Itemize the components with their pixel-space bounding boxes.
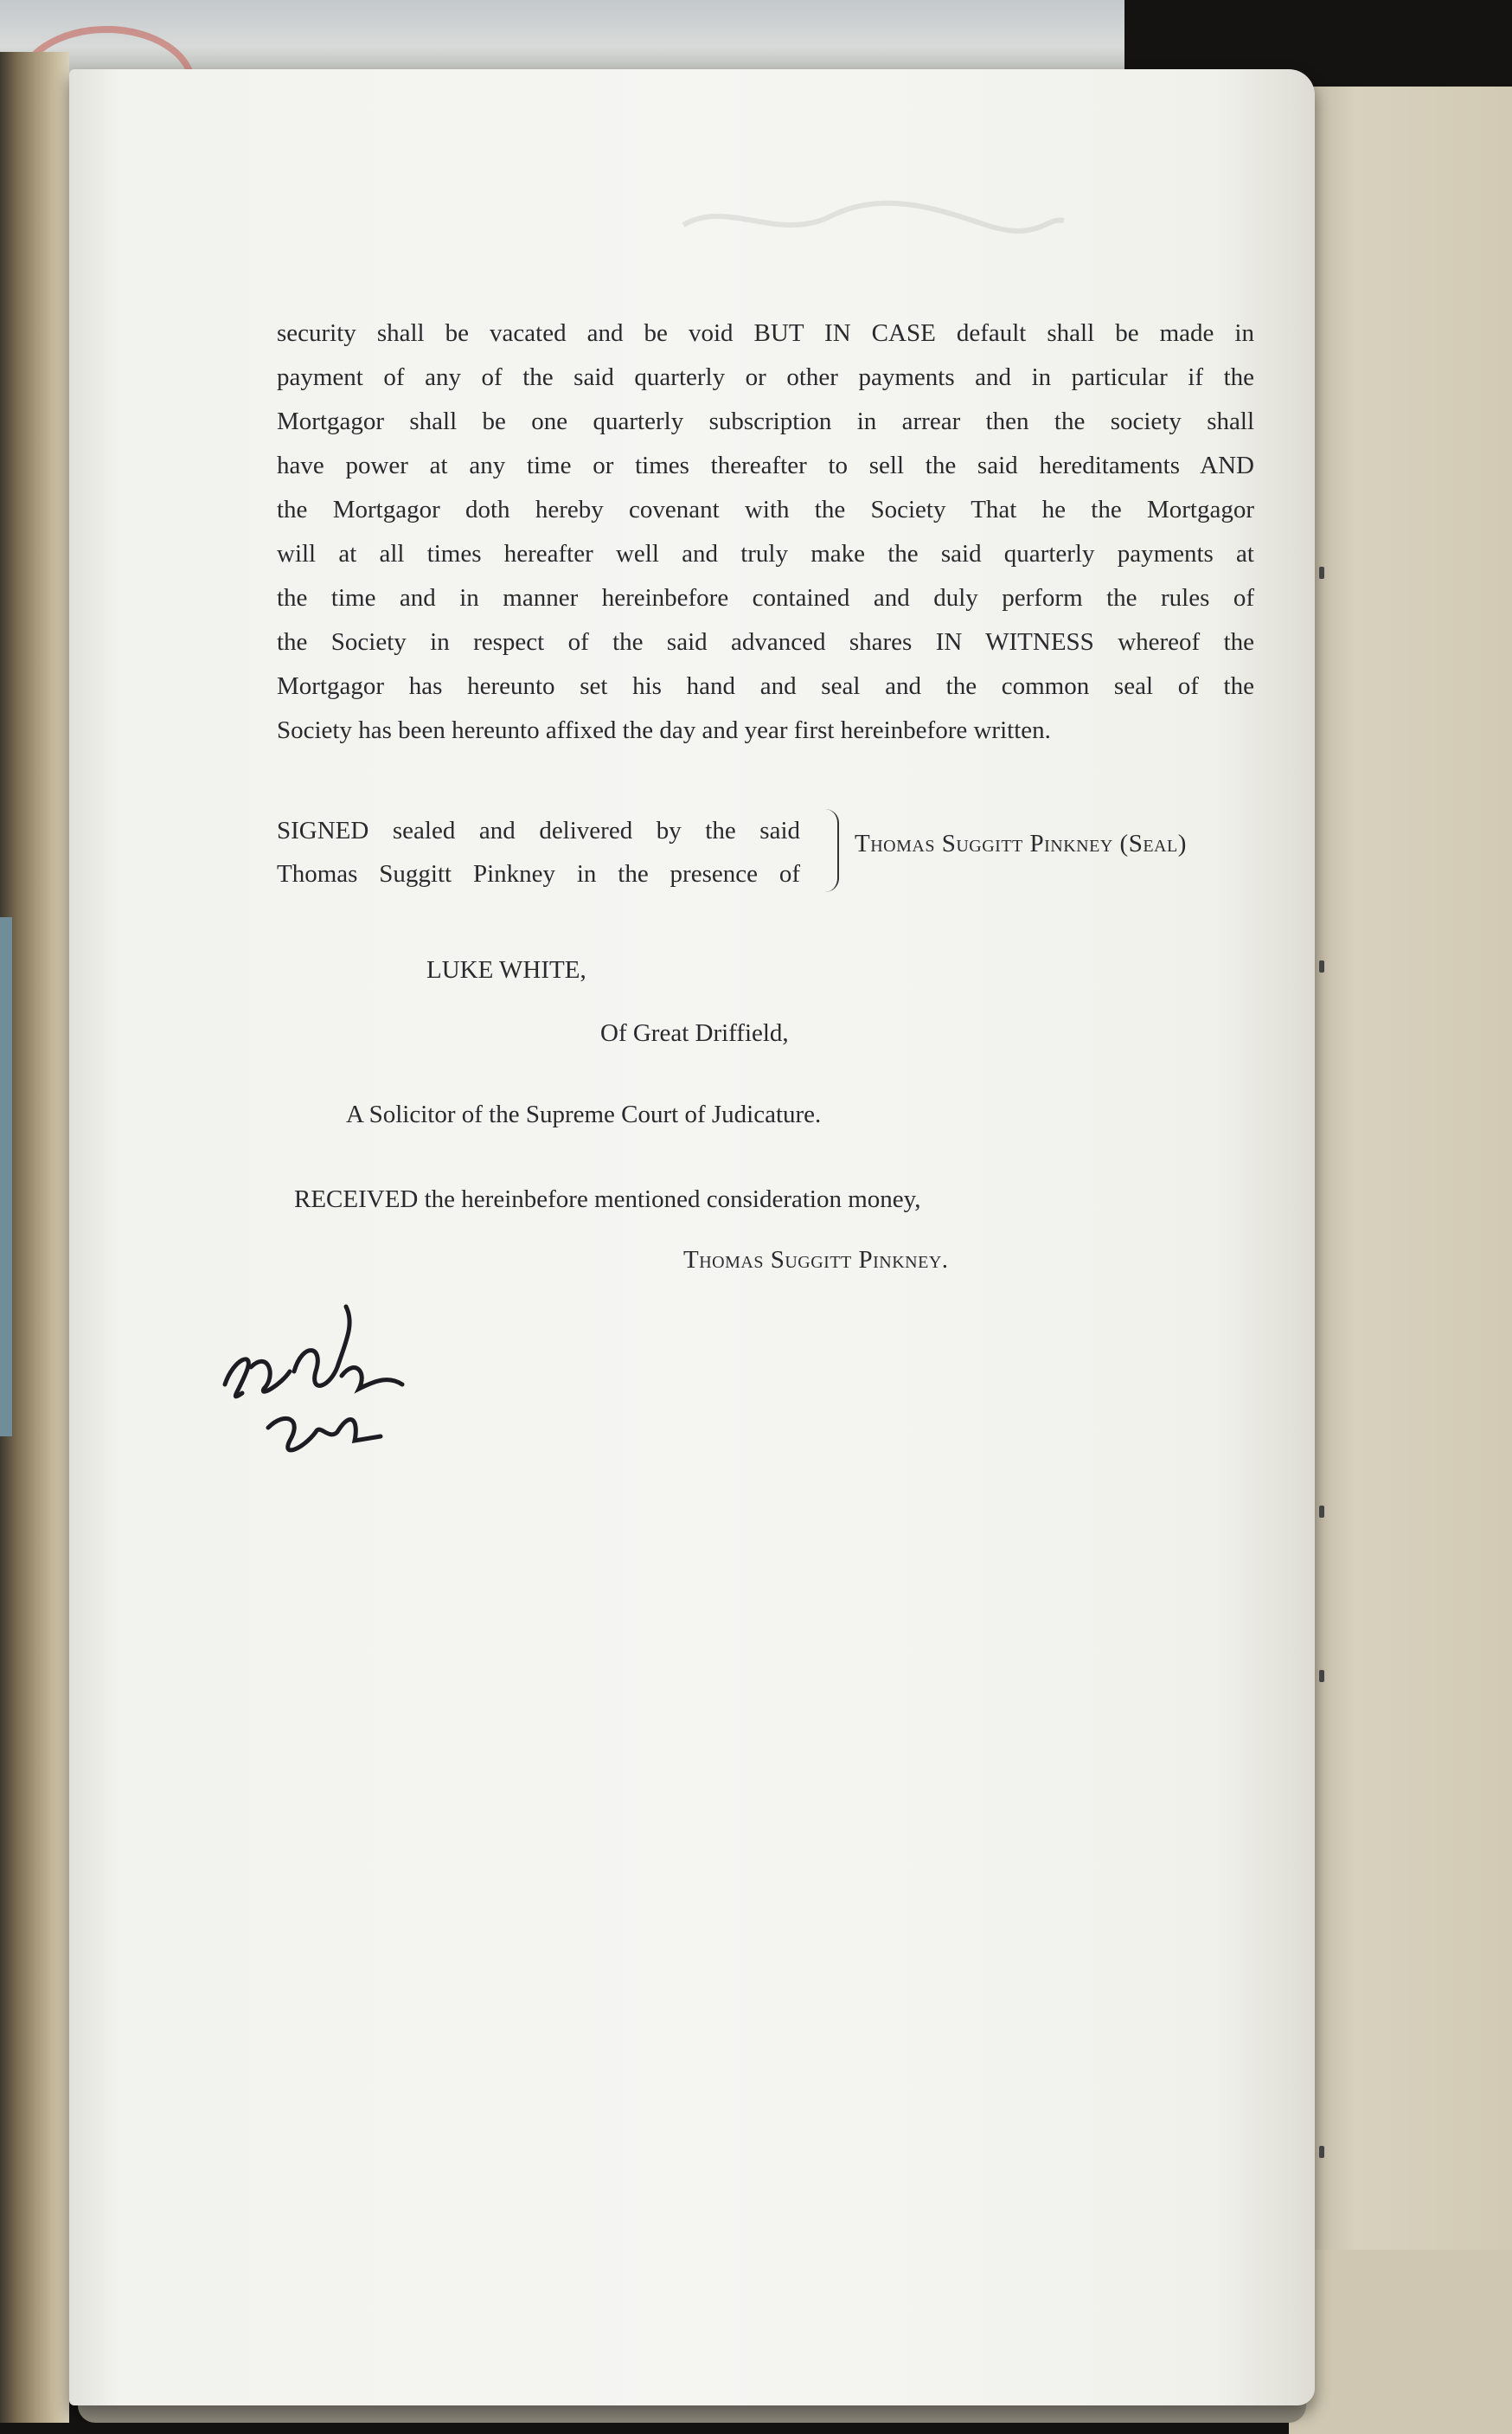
underlying-page-right (1289, 87, 1512, 2302)
edge-mark (1319, 2146, 1324, 2158)
receipt-clause: RECEIVED the hereinbefore mentioned consideration money, (294, 1185, 921, 1213)
attestation-clause (277, 809, 1254, 904)
body-line: the time and in manner hereinbefore contained and duly perform the rules of (277, 584, 1254, 612)
body-paragraph (277, 311, 1254, 753)
witness-role: A Solicitor of the Supreme Court of Judicature. (346, 1101, 822, 1128)
witness-place: Of Great Driffield, (600, 1019, 789, 1047)
body-line: will at all times hereafter well and truly make the said quarterly payments at (277, 540, 1254, 568)
edge-mark (1319, 960, 1324, 973)
bleed-through-mark (675, 182, 1073, 251)
body-line: security shall be vacated and be void BUT IN CASE default shall be made in (277, 319, 1254, 347)
curly-brace (823, 809, 839, 892)
handwritten-initials (208, 1289, 415, 1480)
body-line: the Mortgagor doth hereby covenant with the Society That he the Mortgagor (277, 496, 1254, 523)
edge-mark (1319, 567, 1324, 579)
signatory-name: Thomas Suggitt Pinkney (Seal) (855, 830, 1187, 857)
body-line: the Society in respect of the said advanced shares IN WITNESS whereof the (277, 628, 1254, 656)
witness-name: LUKE WHITE, (426, 956, 586, 984)
body-line: have power at any time or times thereafter to sell the said hereditaments AND (277, 452, 1254, 479)
edge-mark (1319, 1670, 1324, 1682)
underlying-page-right-bottom (1289, 2250, 1512, 2434)
edge-mark (1319, 1506, 1324, 1518)
body-line: Mortgagor has hereunto set his hand and seal and the common seal of the (277, 672, 1254, 700)
receipt-signatory: Thomas Suggitt Pinkney. (683, 1246, 949, 1274)
deed-text (277, 311, 1254, 1274)
book-binding (0, 52, 69, 2423)
underlying-paper-top (0, 0, 1124, 78)
attestation-line: Thomas Suggitt Pinkney in the presence of (277, 860, 800, 888)
body-line: Mortgagor shall be one quarterly subscription in arrear then the society shall (277, 408, 1254, 435)
body-line: Society has been hereunto affixed the day and year first hereinbefore written. (277, 716, 1051, 744)
binding-blue-strip (0, 917, 12, 1436)
attestation-line: SIGNED sealed and delivered by the said (277, 817, 800, 845)
body-line: payment of any of the said quarterly or other payments and in particular if the (277, 363, 1254, 391)
document-page (69, 69, 1315, 2405)
